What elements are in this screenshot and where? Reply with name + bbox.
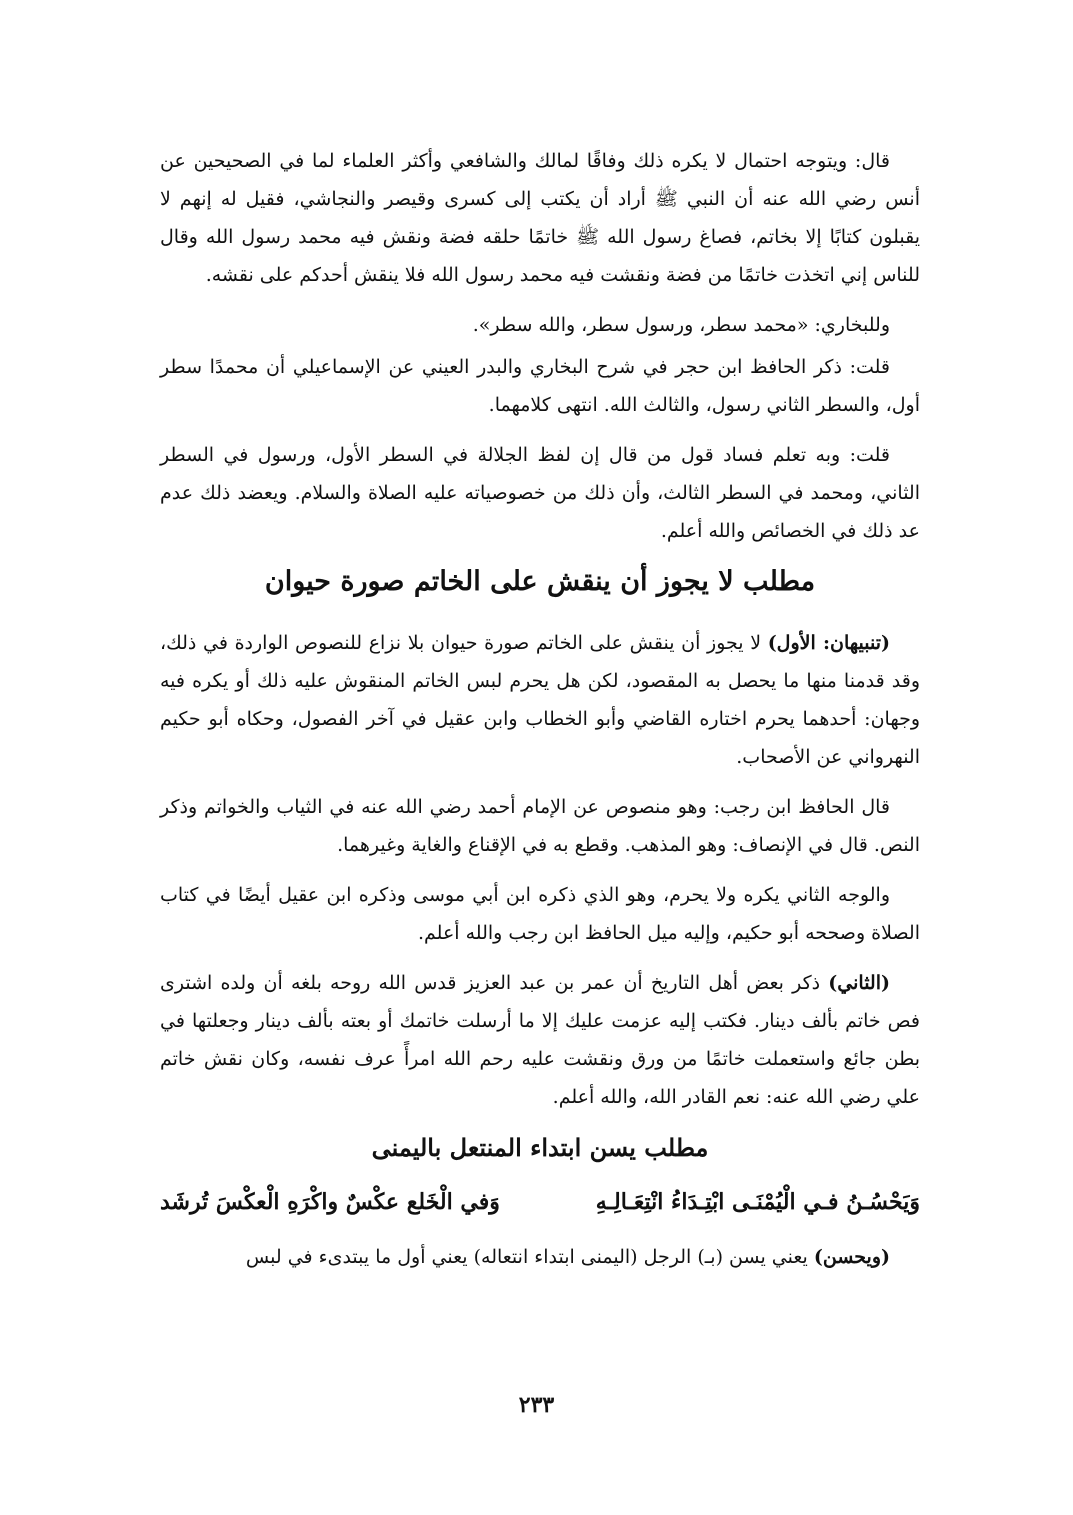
verse-first-hemistich: وَيَحْسُـنُ فـي الْيُمْنَـى ابْتِـدَاءُ انْتِعَـالِـهِ xyxy=(595,1189,920,1215)
paragraph-thani xyxy=(160,964,920,1116)
paragraph-ibn-rajab: قال الحافظ ابن رجب: وهو منصوص عن الإمام أحمد رضي الله عنه في الثياب والخواتم وذكر النص. قال في الإنصاف: وهو المذهب. وقطع به في الإقناع والغاية وغيرهما. xyxy=(160,796,920,856)
paragraph-qal: قال: ويتوجه احتمال لا يكره ذلك وفاقًا لمالك والشافعي وأكثر العلماء لما في الصحيحين عن أنس رضي الله عنه أن النبي ﷺ أراد أن يكتب إلى كسرى وقيصر والنجاشي، فقيل له إنهم لا يقبلون كتابًا إلا بخاتم، فصاغ رسول الله ﷺ خاتمًا حلقه فضة ونقش فيه محمد رسول الله وقال للناس إني اتخذت خاتمًا من فضة ونقشت فيه محمد رسول الله فلا ينقش أحدكم على نقشه. xyxy=(160,150,920,286)
thani-lead: (الثاني) xyxy=(828,972,890,994)
tanbih-lead: (تنبيهان: الأول) xyxy=(767,632,890,654)
page-number: ٢٣٣ xyxy=(518,1392,555,1418)
page-content xyxy=(160,142,920,1288)
paragraph-qultu-1: قلت: ذكر الحافظ ابن حجر في شرح البخاري والبدر العيني عن الإسماعيلي أن محمدًا سطر أول، والسطر الثاني رسول، والثالث الله. انتهى كلامهما. xyxy=(160,356,920,416)
commentary-text: يعني يسن (بـ) الرجل (اليمنى ابتداء انتعاله) يعني أول ما يبتدىء في لبس xyxy=(245,1246,808,1268)
paragraph-commentary xyxy=(160,1238,920,1276)
paragraph-second-view: والوجه الثاني يكره ولا يحرم، وهو الذي ذكره ابن أبي موسى وذكره ابن عقيل أيضًا في كتاب الصلاة وصححه أبو حكيم، وإليه ميل الحافظ ابن رجب والله أعلم. xyxy=(160,884,920,944)
thani-text: ذكر بعض أهل التاريخ أن عمر بن عبد العزيز قدس الله روحه بلغه أن ولده اشترى فص خاتم بألف دينار. فكتب إليه عزمت عليك إلا ما أرسلت خاتمك أو بعته بألف دينار وجعلتها في بطن جائع واستعملت خاتمًا من ورق ونقشت عليه رحم الله امرأً عرف نفسه، وكان نقش خاتم علي رضي الله عنه: نعم القادر الله، والله أعلم. xyxy=(160,972,920,1108)
paragraph-bukhari: وللبخاري: «محمد سطر، ورسول سطر، والله سطر». xyxy=(472,314,890,336)
section-heading-animal-image: مطلب لا يجوز أن ينقش على الخاتم صورة حيوان xyxy=(264,566,816,597)
tanbih-text: لا يجوز أن ينقش على الخاتم صورة حيوان بلا نزاع للنصوص الواردة في ذلك، وقد قدمنا منها ما يحصل به المقصود، لكن هل يحرم لبس الخاتم المنقوش عليه ذلك أو يكره فيه وجهان: أحدهما يحرم اختاره القاضي وأبو الخطاب وابن عقيل في آخر الفصول، وحكاه أبو حكيم النهرواني عن الأصحاب. xyxy=(160,632,920,768)
commentary-lead: (ويحسن) xyxy=(813,1246,890,1268)
section-heading-right-foot: مطلب يسن ابتداء المنتعل باليمنى xyxy=(371,1133,709,1162)
paragraph-qultu-2: قلت: وبه تعلم فساد قول من قال إن لفظ الجلالة في السطر الأول، ورسول في السطر الثاني، ومحمد في السطر الثالث، وأن ذلك من خصوصياته عليه الصلاة والسلام. ويعضد ذلك عدم عد ذلك في الخصائص والله أعلم. xyxy=(160,444,920,542)
paragraph-tanbih xyxy=(160,624,920,776)
poem-verse xyxy=(160,1182,920,1222)
verse-second-hemistich: وَفي الْخَلع عكْسٌ واكْرَهِ الْعكْسَ تُرشَد xyxy=(160,1189,500,1215)
